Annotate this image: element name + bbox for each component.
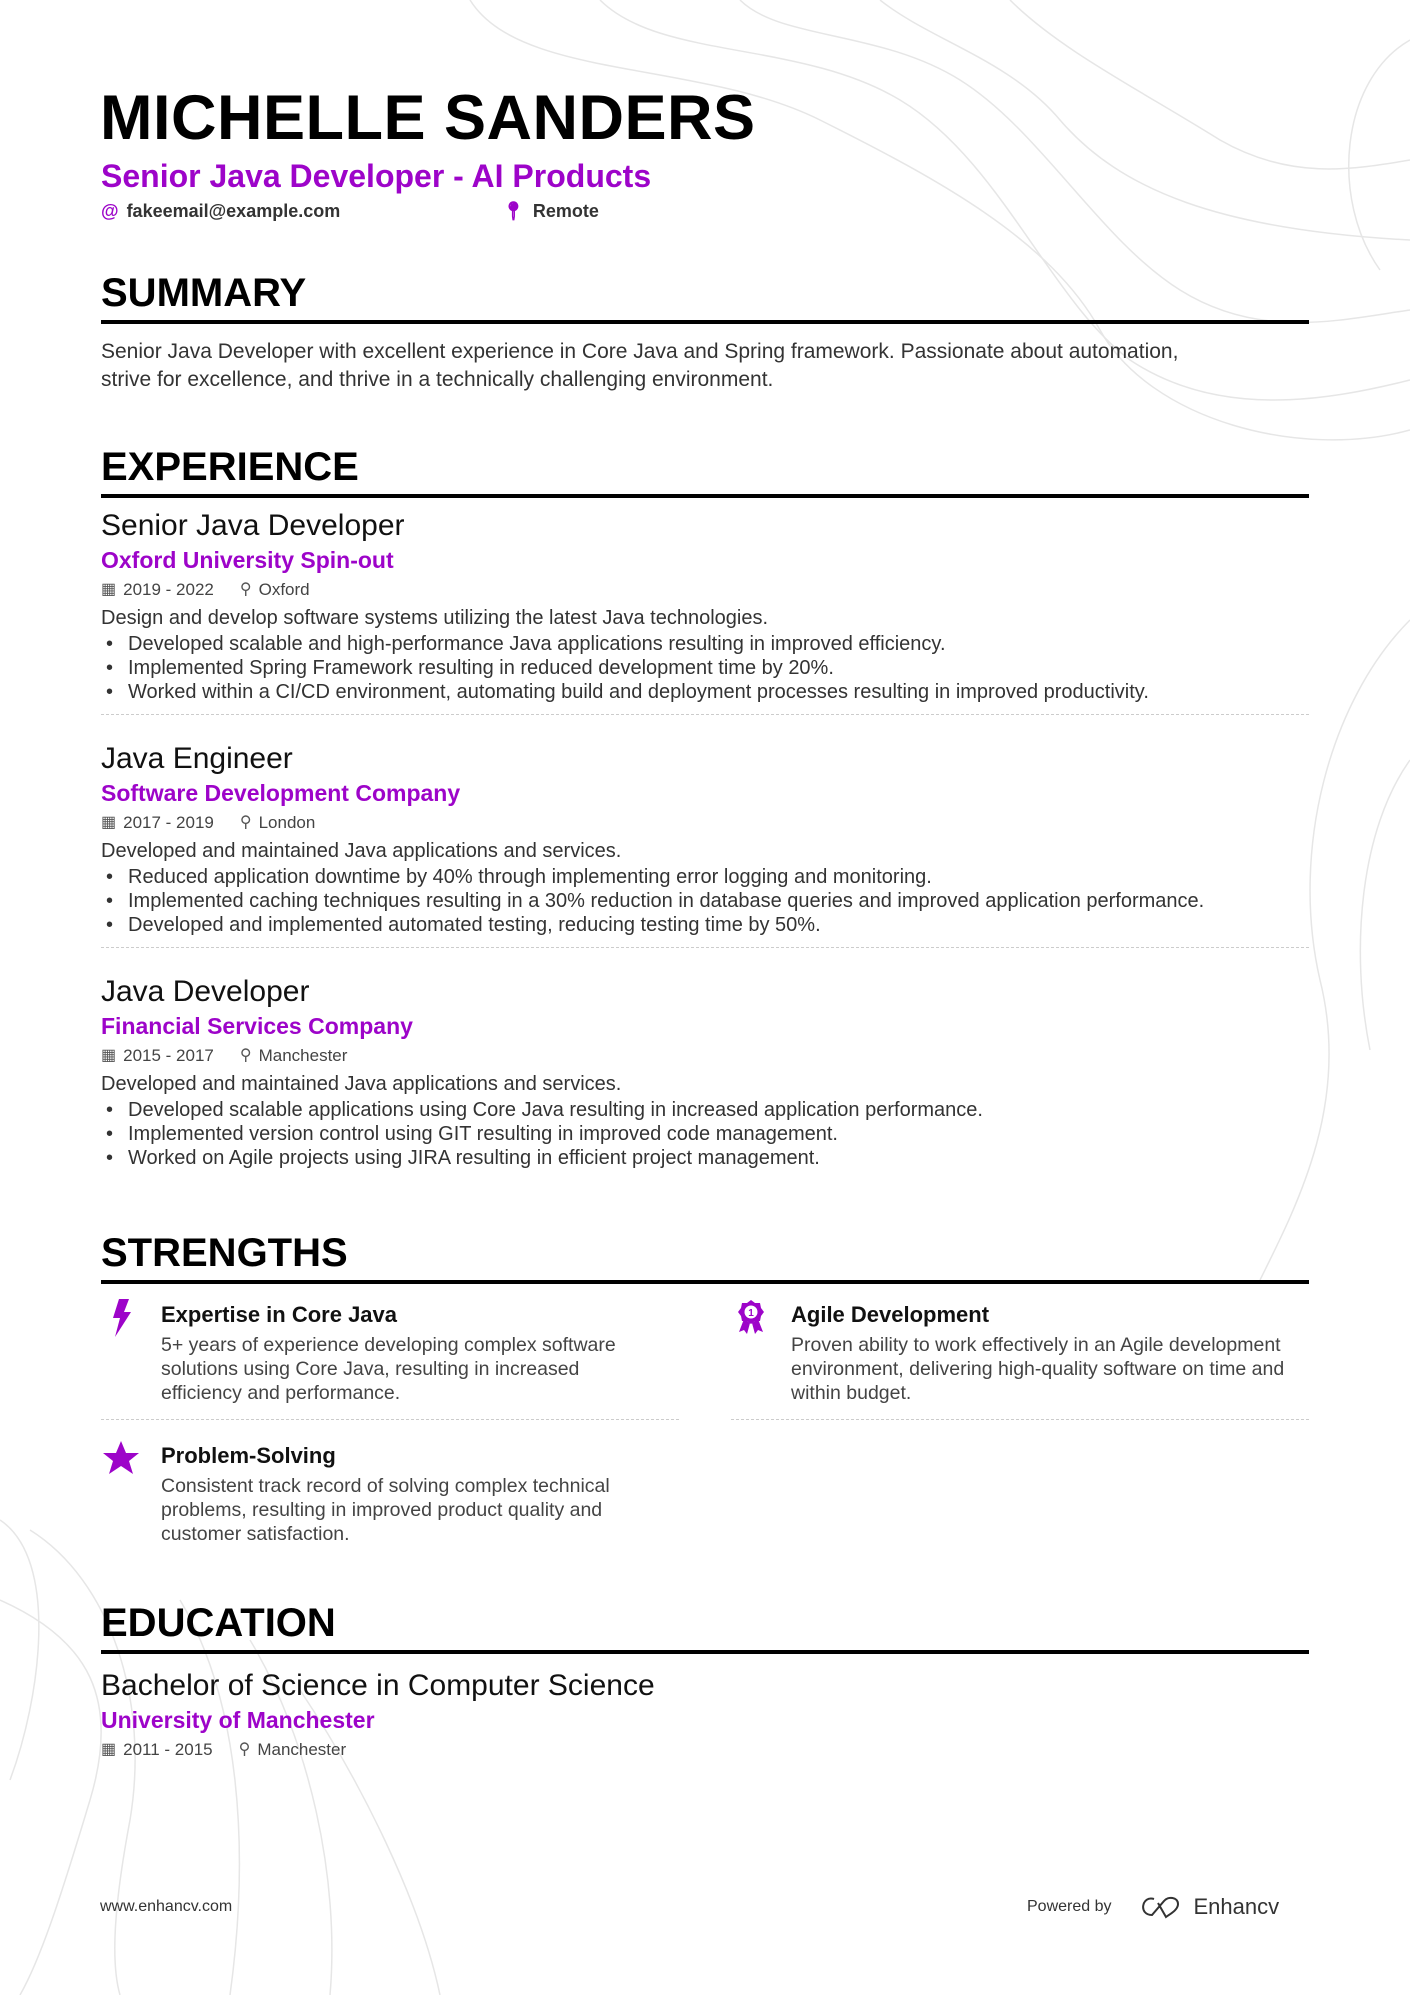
education-location: Manchester [257,1740,347,1759]
at-icon: @ [101,201,119,221]
job-dates: 2015 - 2017 [123,1046,214,1065]
map-pin-icon: ⚲ [238,1741,251,1758]
strength-text: Consistent track record of solving complex technical problems, resulting in improved product quality and customer satisfaction. [161,1475,610,1545]
education-item [101,1668,1309,1763]
divider [101,947,1309,948]
section-heading: STRENGTHS [101,1230,1309,1284]
bullet-item: • Reduced application downtime by 40% through implementing error logging and monitoring. [101,865,1309,889]
location-text: Remote [532,201,599,221]
svg-text:1: 1 [748,1308,754,1319]
job-description: Developed and maintained Java applications and services. [101,1073,622,1095]
divider [101,1419,679,1420]
map-pin-icon: ⚲ [239,581,252,598]
strength-item [101,1299,679,1420]
bullet-item: • Developed scalable applications using Core Java resulting in increased application performance. [101,1098,1309,1122]
strength-text: Proven ability to work effectively in an Agile development environment, delivering high-quality software on time and within budget. [791,1334,1285,1404]
job-location: London [258,813,316,832]
job-title: Senior Java Developer [101,509,405,542]
job-bullets [101,865,1309,937]
calendar-icon: ▦ [101,581,117,598]
job-description: Developed and maintained Java applications and services. [101,840,622,862]
brand-name: Enhancv [1193,1894,1280,1919]
star-icon [101,1440,141,1480]
strengths-section [101,1230,1309,1560]
section-heading: SUMMARY [101,270,1309,324]
calendar-icon: ▦ [101,1047,117,1064]
summary-text: Senior Java Developer with excellent experience in Core Java and Spring framework. Passionate about automation, strive for excellence, and thrive in a technically challenging environment. [101,340,1179,391]
powered-by[interactable] [1027,1894,1279,1920]
bullet-item: • Implemented caching techniques resulting in a 30% reduction in database queries and improved application performance. [101,889,1309,913]
award-ribbon-icon [731,1299,771,1339]
bullet-item: • Developed scalable and high-performance Java applications resulting in improved efficiency. [101,632,1309,656]
website-link[interactable]: www.enhancv.com [100,1898,233,1915]
education-dates: 2011 - 2015 [123,1740,213,1759]
section-heading: EDUCATION [101,1600,1309,1654]
powered-by-label: Powered by [1027,1898,1112,1915]
strength-item [731,1299,1309,1420]
job-title: Java Developer [101,975,310,1008]
bullet-item: • Implemented version control using GIT resulting in improved code management. [101,1122,1309,1146]
calendar-icon: ▦ [101,1741,117,1758]
email-contact[interactable] [101,201,340,222]
job-dates: 2017 - 2019 [123,813,214,832]
job-title: Java Engineer [101,742,293,775]
experience-item [101,974,1309,1170]
job-dates: 2019 - 2022 [123,580,214,599]
job-location: Oxford [258,580,310,599]
location-contact [502,201,599,222]
candidate-name: MICHELLE SANDERS [100,83,756,153]
divider [101,714,1309,715]
company-name: Oxford University Spin-out [101,547,394,573]
strength-title: Agile Development [791,1302,990,1327]
strength-text: 5+ years of experience developing complex software solutions using Core Java, resulting in increased efficiency and performance. [161,1334,616,1404]
summary-section [101,270,1309,394]
company-name: Software Development Company [101,780,461,806]
candidate-title: Senior Java Developer - AI Products [101,158,652,194]
email-text[interactable]: fakeemail@example.com [126,201,341,221]
job-description: Design and develop software systems utilizing the latest Java technologies. [101,607,769,629]
school-name: University of Manchester [101,1707,375,1733]
experience-item [101,508,1309,715]
job-bullets [101,1098,1309,1170]
bullet-item: • Implemented Spring Framework resulting in reduced development time by 20%. [101,656,1309,680]
strength-item [101,1440,679,1546]
bullet-item: • Worked on Agile projects using JIRA resulting in efficient project management. [101,1146,1309,1170]
bullet-item: • Worked within a CI/CD environment, automating build and deployment processes resulting in improved productivity. [101,680,1309,704]
map-pin-icon: 📍︎ [502,201,525,221]
degree: Bachelor of Science in Computer Science [101,1669,655,1702]
experience-item [101,741,1309,948]
experience-section [101,444,1309,1184]
section-heading: EXPERIENCE [101,444,1309,498]
enhancv-logo-icon [1138,1895,1184,1919]
company-name: Financial Services Company [101,1013,413,1039]
lightning-icon [101,1299,141,1339]
education-section [101,1600,1309,1759]
bullet-item: • Developed and implemented automated testing, reducing testing time by 50%. [101,913,1309,937]
job-location: Manchester [258,1046,348,1065]
job-bullets [101,632,1309,704]
map-pin-icon: ⚲ [239,814,252,831]
strength-title: Problem-Solving [161,1443,336,1468]
map-pin-icon: ⚲ [239,1047,252,1064]
calendar-icon: ▦ [101,814,117,831]
strength-title: Expertise in Core Java [161,1302,398,1327]
divider [731,1419,1309,1420]
